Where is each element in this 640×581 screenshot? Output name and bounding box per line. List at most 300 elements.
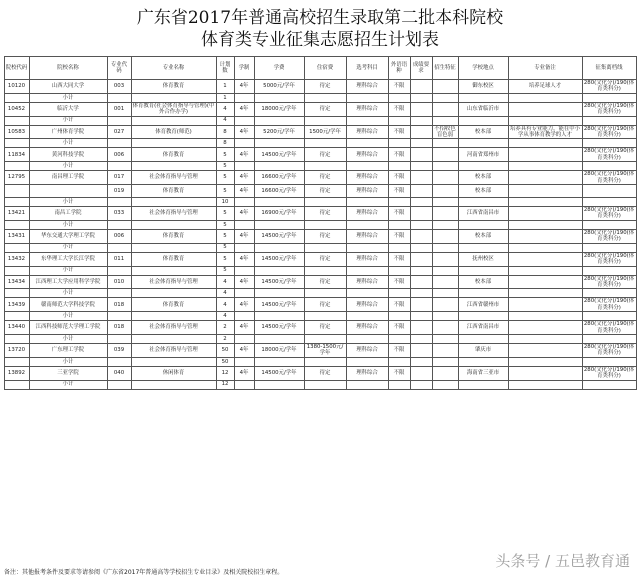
table-cell: 体育教育 — [131, 252, 216, 266]
table-cell: 4年 — [234, 229, 254, 243]
table-cell: 4年 — [234, 207, 254, 221]
table-cell — [582, 289, 636, 298]
table-row — [4, 93, 636, 102]
table-cell — [254, 243, 304, 252]
table-cell — [346, 198, 388, 207]
watermark: 头条号 / 五邑教育通 — [495, 552, 630, 570]
table-cell — [234, 116, 254, 125]
table-cell — [410, 357, 432, 366]
table-cell — [388, 380, 410, 389]
table-cell — [388, 312, 410, 321]
table-cell — [234, 93, 254, 102]
table-cell: 13431 — [4, 229, 29, 243]
table-cell: 10120 — [4, 80, 29, 94]
table-cell — [107, 139, 131, 148]
table-row — [4, 162, 636, 171]
table-cell — [432, 171, 458, 185]
table-cell: 5 — [216, 207, 234, 221]
table-cell — [410, 334, 432, 343]
table-cell: 14500元/学年 — [254, 148, 304, 162]
table-cell — [582, 185, 636, 198]
table-cell: 体育教育(师范) — [131, 125, 216, 139]
table-cell: 5000元/学年 — [254, 80, 304, 94]
table-cell: 理科综合 — [346, 298, 388, 312]
table-row — [4, 220, 636, 229]
table-cell — [107, 266, 131, 275]
table-cell: 体育教育 — [131, 148, 216, 162]
table-cell: 小计 — [29, 243, 107, 252]
table-cell: 江西科技师范大学理工学院 — [29, 321, 107, 335]
table-cell — [458, 116, 508, 125]
table-cell: 社会体育指导与管理 — [131, 275, 216, 289]
table-cell — [582, 93, 636, 102]
table-cell: 033 — [107, 207, 131, 221]
table-cell: 理科综合 — [346, 80, 388, 94]
table-cell: 山西大同大学 — [29, 80, 107, 94]
table-cell — [131, 289, 216, 298]
table-cell: 理科综合 — [346, 185, 388, 198]
table-cell: 待定 — [304, 171, 346, 185]
table-cell — [131, 357, 216, 366]
table-cell: 东华理工大学长江学院 — [29, 252, 107, 266]
table-cell — [388, 139, 410, 148]
table-cell: 小计 — [29, 266, 107, 275]
table-cell — [508, 198, 582, 207]
table-cell: 280(文化分)/190(体育类科分) — [583, 343, 635, 357]
table-cell — [508, 148, 582, 162]
table-cell — [508, 321, 582, 335]
table-cell: 不限 — [388, 185, 410, 198]
table-cell — [410, 185, 432, 198]
table-cell: 1380-1500元/学年 — [304, 343, 346, 357]
table-cell: 校本部 — [458, 185, 508, 198]
table-cell — [304, 289, 346, 298]
table-cell: 不限 — [388, 171, 410, 185]
table-row — [4, 380, 636, 389]
col-header: 院校名称 — [29, 57, 107, 80]
table-cell: 13432 — [4, 252, 29, 266]
table-cell: 5 — [216, 148, 234, 162]
table-cell — [582, 312, 636, 321]
table-cell: 小计 — [29, 312, 107, 321]
table-row — [4, 229, 636, 243]
table-cell — [131, 220, 216, 229]
table-cell: 16600元/学年 — [254, 171, 304, 185]
table-cell — [508, 139, 582, 148]
table-cell — [388, 198, 410, 207]
table-cell: 华东交通大学理工学院 — [29, 229, 107, 243]
table-row — [4, 321, 636, 335]
table-cell: 1 — [216, 93, 234, 102]
table-cell: 11834 — [4, 148, 29, 162]
table-cell: 理科综合 — [346, 229, 388, 243]
table-cell: 280(文化分)/190(体育类科分) — [583, 125, 635, 139]
table-cell — [410, 198, 432, 207]
table-cell — [346, 312, 388, 321]
table-cell — [254, 312, 304, 321]
table-cell: 12795 — [4, 171, 29, 185]
col-header: 外语语种 — [388, 57, 410, 80]
table-cell — [131, 334, 216, 343]
table-cell — [458, 139, 508, 148]
table-cell: 待定 — [304, 80, 346, 94]
table-cell: 待定 — [304, 148, 346, 162]
table-cell: 010 — [107, 275, 131, 289]
table-cell: 河南省郑州市 — [458, 148, 508, 162]
table-cell — [508, 380, 582, 389]
table-cell — [254, 289, 304, 298]
table-cell: 待定 — [304, 185, 346, 198]
table-cell: 040 — [107, 366, 131, 380]
table-cell: 50 — [216, 343, 234, 357]
table-cell — [254, 198, 304, 207]
table-cell: 小计 — [29, 139, 107, 148]
table-cell: 培养具有专业能力，能在中小学从事体育教学的人才 — [509, 125, 581, 139]
table-cell — [131, 162, 216, 171]
table-cell — [234, 162, 254, 171]
table-cell — [29, 185, 107, 198]
table-cell — [410, 220, 432, 229]
table-cell — [458, 334, 508, 343]
table-cell — [508, 275, 582, 289]
table-cell: 不限 — [388, 80, 410, 94]
table-cell — [304, 243, 346, 252]
table-cell — [508, 171, 582, 185]
table-cell — [410, 148, 432, 162]
table-cell: 4年 — [234, 102, 254, 116]
table-cell — [432, 207, 458, 221]
table-cell — [4, 266, 29, 275]
table-cell — [508, 93, 582, 102]
table-cell — [107, 198, 131, 207]
table-cell — [508, 266, 582, 275]
col-header: 招生特征 — [432, 57, 458, 80]
col-header: 住宿费 — [304, 57, 346, 80]
table-cell: 理科综合 — [346, 125, 388, 139]
table-cell: 理科综合 — [346, 366, 388, 380]
table-cell: 待定 — [304, 298, 346, 312]
table-cell — [410, 125, 432, 139]
table-cell: 280(文化分)/190(体育类科分) — [583, 207, 635, 220]
table-cell — [508, 312, 582, 321]
table-cell — [304, 334, 346, 343]
table-cell — [4, 289, 29, 298]
table-cell: 017 — [107, 171, 131, 185]
table-cell — [4, 357, 29, 366]
page-title-line2: 体育类专业征集志愿招生计划表 — [201, 30, 439, 50]
table-cell — [432, 343, 458, 357]
table-cell: 13892 — [4, 366, 29, 380]
table-cell: 理科综合 — [346, 102, 388, 116]
table-cell: 10 — [216, 198, 234, 207]
table-cell — [582, 116, 636, 125]
table-cell: 待定 — [304, 229, 346, 243]
table-cell — [508, 220, 582, 229]
table-cell — [458, 198, 508, 207]
table-cell — [107, 357, 131, 366]
table-cell: 13434 — [4, 275, 29, 289]
col-header: 计划数 — [216, 57, 234, 80]
table-cell: 小计 — [29, 162, 107, 171]
table-cell — [508, 102, 582, 116]
table-cell: 体育教育 — [131, 229, 216, 243]
table-cell: 理科综合 — [346, 275, 388, 289]
table-row — [4, 171, 636, 185]
table-cell: 小计 — [29, 289, 107, 298]
table-cell — [107, 93, 131, 102]
table-row — [4, 252, 636, 266]
table-row — [4, 207, 636, 221]
table-cell: 4 — [216, 289, 234, 298]
table-row — [4, 198, 636, 207]
table-cell: 5 — [216, 252, 234, 266]
table-row — [4, 116, 636, 125]
table-cell — [458, 357, 508, 366]
table-cell — [432, 148, 458, 162]
table-cell: 18000元/学年 — [254, 343, 304, 357]
table-cell: 不限 — [388, 102, 410, 116]
table-cell: 13720 — [4, 343, 29, 357]
table-cell — [410, 252, 432, 266]
table-cell: 14500元/学年 — [254, 321, 304, 335]
table-cell: 不限 — [388, 229, 410, 243]
table-cell — [388, 93, 410, 102]
table-cell — [458, 380, 508, 389]
table-cell: 江西省南昌市 — [458, 321, 508, 335]
table-cell — [410, 116, 432, 125]
table-cell: 16900元/学年 — [254, 207, 304, 221]
table-cell — [4, 93, 29, 102]
table-cell — [508, 343, 582, 357]
table-cell: 280(文化分)/190(体育类科分) — [583, 148, 635, 161]
table-cell: 12 — [216, 366, 234, 380]
table-cell — [508, 298, 582, 312]
table-cell — [410, 102, 432, 116]
table-cell: 280(文化分)/190(体育类科分) — [583, 275, 635, 288]
table-row — [4, 312, 636, 321]
enrollment-plan-table — [4, 56, 637, 390]
table-cell — [388, 357, 410, 366]
table-cell: 江西省南昌市 — [458, 207, 508, 221]
table-cell: 不限 — [388, 366, 410, 380]
table-cell: 校本部 — [458, 171, 508, 185]
table-cell: 5 — [216, 266, 234, 275]
table-cell: 039 — [107, 343, 131, 357]
table-cell — [410, 298, 432, 312]
table-cell: 理科综合 — [346, 321, 388, 335]
table-cell: 2 — [216, 321, 234, 335]
table-cell — [304, 198, 346, 207]
table-cell: 2 — [216, 334, 234, 343]
table-cell — [234, 380, 254, 389]
table-cell — [107, 380, 131, 389]
table-cell: 50 — [216, 357, 234, 366]
table-cell: 280(文化分)/190(体育类科分) — [583, 252, 635, 266]
table-cell: 280(文化分)/190(体育类科分) — [583, 321, 635, 334]
table-cell — [346, 266, 388, 275]
table-cell: 14500元/学年 — [254, 298, 304, 312]
table-cell: 4年 — [234, 275, 254, 289]
table-cell: 待定 — [304, 366, 346, 380]
table-cell: 006 — [107, 229, 131, 243]
table-cell — [458, 220, 508, 229]
table-cell: 社会体育指导与管理 — [131, 207, 216, 221]
table-cell — [432, 357, 458, 366]
table-cell — [410, 171, 432, 185]
table-cell — [458, 312, 508, 321]
col-header: 院校代码 — [4, 57, 29, 80]
table-cell — [458, 162, 508, 171]
table-row — [4, 266, 636, 275]
table-cell: 4年 — [234, 185, 254, 198]
table-cell: 14500元/学年 — [254, 275, 304, 289]
table-cell — [4, 334, 29, 343]
table-cell: 003 — [107, 80, 131, 94]
table-cell — [346, 243, 388, 252]
table-cell — [582, 139, 636, 148]
table-cell — [582, 243, 636, 252]
table-cell: 4 — [216, 275, 234, 289]
table-cell: 1 — [216, 80, 234, 94]
table-cell — [582, 266, 636, 275]
table-cell: 14500元/学年 — [254, 252, 304, 266]
table-cell — [234, 334, 254, 343]
table-cell — [234, 312, 254, 321]
table-cell: 14500元/学年 — [254, 366, 304, 380]
table-cell — [234, 357, 254, 366]
table-cell: 小计 — [29, 380, 107, 389]
table-cell — [304, 116, 346, 125]
table-cell — [107, 220, 131, 229]
table-cell: 4年 — [234, 366, 254, 380]
table-cell — [234, 198, 254, 207]
table-cell — [432, 243, 458, 252]
table-cell — [346, 93, 388, 102]
table-cell: 019 — [107, 185, 131, 198]
table-cell — [107, 162, 131, 171]
table-cell — [346, 139, 388, 148]
table-cell: 社会体育指导与管理 — [131, 321, 216, 335]
table-cell — [458, 266, 508, 275]
table-cell — [254, 139, 304, 148]
table-cell — [388, 334, 410, 343]
table-cell — [410, 207, 432, 221]
table-cell: 4年 — [234, 298, 254, 312]
col-header: 专业备注 — [508, 57, 582, 80]
table-cell: 018 — [107, 321, 131, 335]
table-cell — [107, 289, 131, 298]
table-cell: 8 — [216, 125, 234, 139]
table-cell: 027 — [107, 125, 131, 139]
table-cell: 10452 — [4, 102, 29, 116]
table-cell — [4, 198, 29, 207]
table-cell — [508, 252, 582, 266]
table-cell — [254, 162, 304, 171]
table-cell — [432, 102, 458, 116]
table-cell — [508, 162, 582, 171]
table-cell — [582, 162, 636, 171]
table-cell — [234, 220, 254, 229]
table-cell — [304, 266, 346, 275]
table-cell — [582, 380, 636, 389]
table-cell: 5200元/学年 — [254, 125, 304, 139]
table-cell: 280(文化分)/190(体育类科分) — [583, 366, 635, 380]
table-cell: 4年 — [234, 80, 254, 94]
table-row — [4, 289, 636, 298]
col-header: 学制 — [234, 57, 254, 80]
table-cell: 4年 — [234, 171, 254, 185]
table-cell: 不招收色盲色弱 — [432, 125, 458, 139]
table-cell: 待定 — [304, 207, 346, 221]
table-cell — [582, 357, 636, 366]
table-cell — [388, 289, 410, 298]
table-cell: 不限 — [388, 125, 410, 139]
table-cell — [304, 93, 346, 102]
table-cell — [388, 116, 410, 125]
table-cell — [131, 380, 216, 389]
table-cell — [131, 243, 216, 252]
table-cell — [432, 380, 458, 389]
table-cell: 4 — [216, 116, 234, 125]
table-cell: 不限 — [388, 321, 410, 335]
col-header: 征集离档线 — [582, 57, 636, 80]
table-cell — [4, 139, 29, 148]
table-cell — [131, 93, 216, 102]
table-row — [4, 357, 636, 366]
footnote: 备注：其他报考条件及要求等请参阅《广东省2017年普通高等学校招生专业目录》及相关院校招生章程。 — [4, 569, 284, 576]
table-cell: 山东省临沂市 — [458, 102, 508, 116]
table-cell: 4 — [216, 312, 234, 321]
table-cell — [304, 162, 346, 171]
table-cell: 5 — [216, 171, 234, 185]
table-cell: 280(文化分)/190(体育类科分) — [583, 80, 635, 93]
table-cell — [4, 116, 29, 125]
table-cell — [432, 229, 458, 243]
table-cell: 小计 — [29, 334, 107, 343]
col-header: 学校地点 — [458, 57, 508, 80]
table-cell: 临沂大学 — [29, 102, 107, 116]
table-cell — [4, 380, 29, 389]
table-cell — [131, 266, 216, 275]
table-cell — [304, 380, 346, 389]
table-cell — [346, 289, 388, 298]
table-cell — [131, 116, 216, 125]
table-cell — [410, 343, 432, 357]
table-cell: 5 — [216, 185, 234, 198]
table-cell — [432, 80, 458, 94]
table-cell: 小计 — [29, 198, 107, 207]
table-cell: 培养足球人才 — [508, 80, 582, 94]
table-cell: 10583 — [4, 125, 29, 139]
table-cell: 13439 — [4, 298, 29, 312]
table-cell: 不限 — [388, 207, 410, 221]
table-cell — [432, 116, 458, 125]
table-cell: 不限 — [388, 252, 410, 266]
table-cell — [432, 366, 458, 380]
table-row — [4, 102, 636, 116]
table-cell — [432, 312, 458, 321]
table-row — [4, 343, 636, 357]
table-cell: 18000元/学年 — [254, 102, 304, 116]
table-cell: 小计 — [29, 93, 107, 102]
table-cell: 不限 — [388, 275, 410, 289]
table-cell: 待定 — [304, 252, 346, 266]
table-cell — [508, 243, 582, 252]
table-cell — [410, 243, 432, 252]
table-cell — [346, 162, 388, 171]
table-cell: 小计 — [29, 357, 107, 366]
table-cell — [304, 220, 346, 229]
